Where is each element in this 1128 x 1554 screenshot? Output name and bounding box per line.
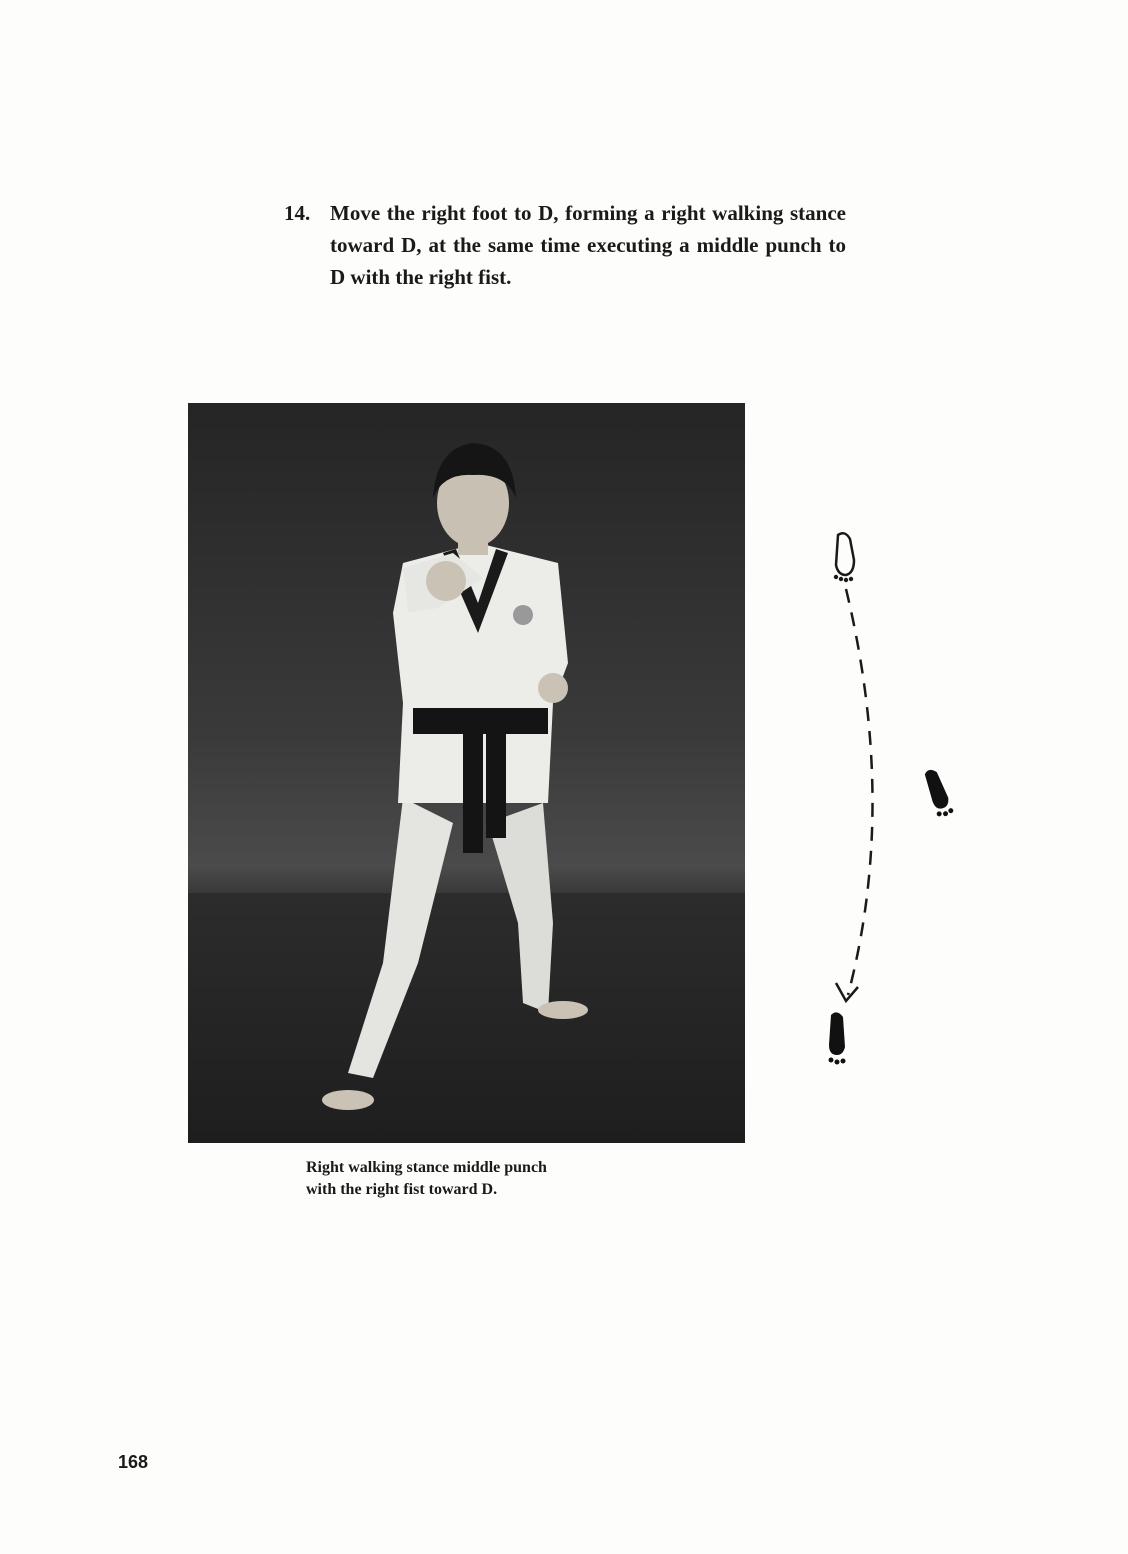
caption-line-1: Right walking stance middle punch — [306, 1159, 547, 1176]
footprint-filled-icon — [922, 767, 955, 819]
caption-line-2: with the right fist toward D. — [306, 1181, 498, 1198]
instruction-step — [284, 197, 846, 293]
dashed-arrow-icon — [836, 589, 873, 1001]
step-text: Move the right foot to D, forming a right walking stance toward D, at the same time executing a middle punch to D with the right fist. — [330, 201, 846, 289]
martial-artist-photo — [188, 403, 745, 1143]
footprint-filled-icon — [829, 1012, 846, 1064]
footprint-outline-icon — [834, 533, 854, 582]
page-number: 168 — [118, 1452, 149, 1472]
photo-figure — [188, 403, 745, 1143]
footwork-diagram-svg — [810, 525, 980, 1085]
photo-caption — [306, 1157, 666, 1201]
footwork-diagram — [810, 525, 980, 1090]
step-number: 14. — [284, 201, 311, 225]
